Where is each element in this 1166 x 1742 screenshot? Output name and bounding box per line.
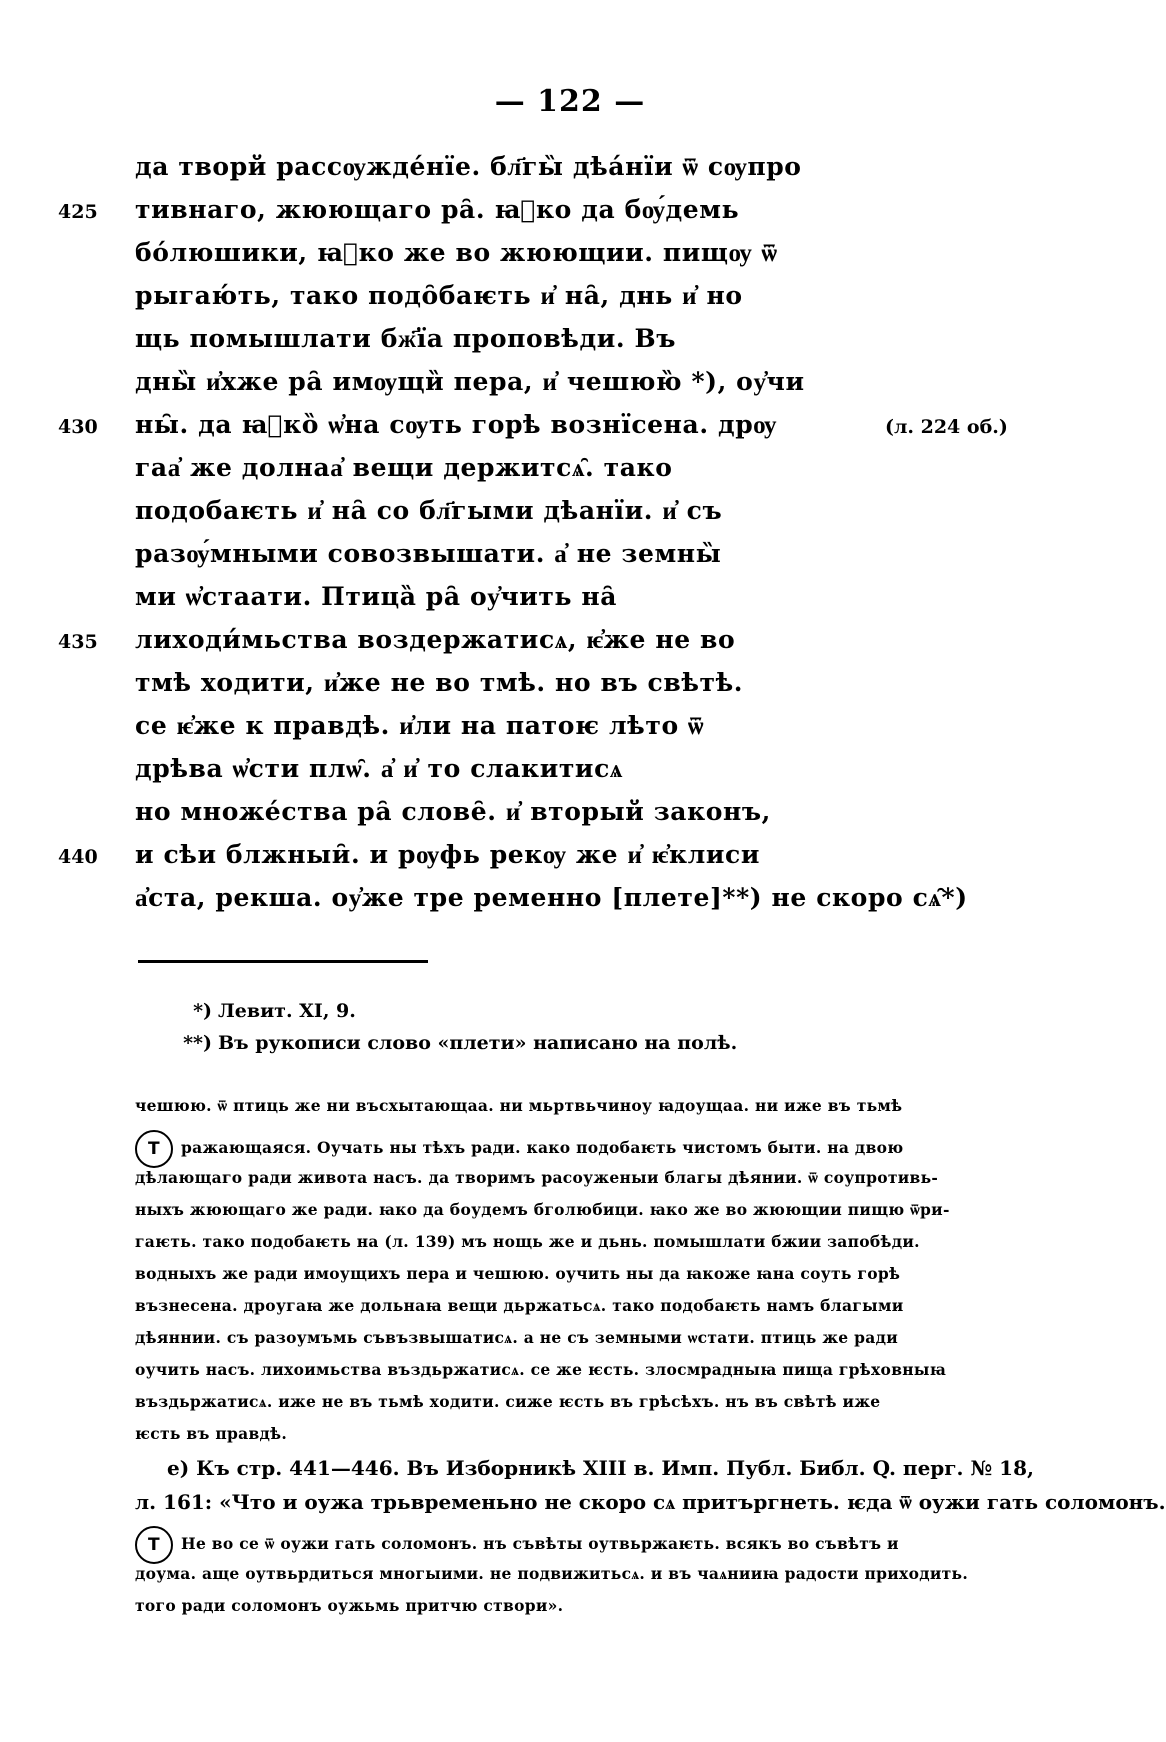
line-text: бо́люшики, ꙗ҆ко же во жюющии. пищѹ ѿ	[135, 238, 778, 267]
line-text: ны̑. да ꙗ҆ко̏ ѡ҆на сѹть горѣ вознїсена. дрѹ	[135, 410, 777, 439]
line-text: щь помышлати бж҃їа проповѣди. Въ	[135, 324, 676, 353]
line-text: но множе́ства ра̑ слове̑. и҆ вторый законъ,	[135, 797, 771, 826]
line-text: дрѣва ѡ҆сти плѡ̑. а҆ и҆ то слакитисѧ	[135, 754, 623, 783]
variant-text: въздьржатисѧ. иже не въ тьмѣ ходити. сиже ѥсть въ грѣсѣхъ. нъ въ свѣтѣ иже	[135, 1392, 881, 1411]
line-number: 430	[58, 416, 98, 438]
text-line	[0, 881, 1140, 924]
text-line	[0, 365, 1140, 408]
line-text: и сѣи блжныи̑. и рѹфь рекѹ же и҆ ѥ҆клиси	[135, 840, 760, 869]
line-text: тмѣ ходити, и҆же не во тмѣ. но въ свѣтѣ.	[135, 668, 744, 697]
variant-line	[135, 1524, 1015, 1564]
text-line	[0, 752, 1140, 795]
line-text: а҆ста, рекша. оу҆же тре ременно [плете]**) не скоро сѧ̑*)	[135, 883, 968, 912]
footnotes	[0, 1000, 1140, 1064]
footnote	[0, 1032, 1140, 1064]
variant-text: дѣлающаго ради живота насъ. да творимъ расоуженыи благы дѣянии. ѿ соупротивь-	[135, 1168, 939, 1187]
variant-text: водныхъ же ради имоущихъ пера и чешюю. оучить ны да ꙗкоже ꙗна соуть горѣ	[135, 1264, 901, 1283]
variant-text: възнесена. дроугаꙗ же дольнаꙗ вещи дьржатьсѧ. тако подобаѥть намъ благыми	[135, 1296, 904, 1315]
variant-line	[135, 1168, 1015, 1200]
line-text: гаа҆ же долнаа҆ вещи держитсѧ̑. тако	[135, 453, 673, 482]
variant-line	[135, 1564, 1015, 1596]
variant-line	[135, 1328, 1015, 1360]
text-line	[0, 666, 1140, 709]
footnote-text: Левит. XI, 9.	[218, 1000, 356, 1022]
line-number: 435	[58, 631, 98, 653]
variant-line	[135, 1296, 1015, 1328]
line-text: да творй рассѹжде́нїе. бл҃гы̏ дѣа́нїи ѿ сѹпро	[135, 152, 802, 181]
text-line	[0, 838, 1140, 881]
line-number: 425	[58, 201, 98, 223]
variant-text: чешюю. ѿ птиць же ни въсхытающаа. ни мьртвьчиноу ꙗдоущаа. ни иже въ тьмѣ	[135, 1096, 903, 1115]
text-line	[0, 408, 1140, 451]
variant-text: ныхъ жюющаго же ради. ꙗко да боудемъ бголюбици. ꙗко же во жюющии пищю ѿри-	[135, 1200, 950, 1219]
variant-line	[135, 1596, 1015, 1628]
variant-text: ражающаяся. Оучать ны тѣхъ ради. како подобаѥть чистомъ быти. на двою	[181, 1138, 904, 1157]
variant-text: оучить насъ. лихоимьства въздьржатисѧ. се же ѥсть. злосмрадныꙗ пища грѣховныꙗ	[135, 1360, 947, 1379]
line-text: ми ѡ҆стаати. Птица̏ ра̑ оу҆чить на̑	[135, 582, 618, 611]
variant-line	[135, 1200, 1015, 1232]
text-line	[0, 494, 1140, 537]
text-line	[0, 322, 1140, 365]
circled-t-mark: Т	[135, 1130, 173, 1168]
footnote-text: Въ рукописи слово «плети» написано на полѣ.	[218, 1032, 738, 1054]
variant-line	[135, 1264, 1015, 1296]
variant-line	[135, 1360, 1015, 1392]
variant-text: того ради соломонъ оужьмь притчю створи».	[135, 1596, 564, 1615]
text-line	[0, 150, 1140, 193]
text-line	[0, 451, 1140, 494]
text-line	[0, 537, 1140, 580]
line-text: разѹ́мными совозвышати. а҆ не земны̏	[135, 539, 722, 568]
footnote	[0, 1000, 1140, 1032]
line-text: се ѥ҆же к правдѣ. и҆ли на патоѥ лѣто ѿ	[135, 711, 705, 740]
variant-line	[135, 1096, 1015, 1128]
folio-reference: (л. 224 об.)	[885, 416, 1008, 438]
text-line	[0, 709, 1140, 752]
line-text: подобаѥть и҆ на̑ со бл҃гыми дѣанїи. и҆ съ	[135, 496, 723, 525]
text-line	[0, 795, 1140, 838]
variant-line	[135, 1232, 1015, 1264]
line-text: дны̏ и҆хже ра̑ имѹщи̏ пера, и҆ чешюю̏ *), оу҆чи	[135, 367, 805, 396]
page-number: — 122 —	[494, 84, 646, 119]
variant-readings	[135, 1096, 1166, 1628]
line-text: тивнаго, жюющаго ра̑. ꙗ҆ко да бѹ́демь	[135, 195, 740, 224]
variant-line	[135, 1424, 1015, 1456]
footnote-mark: **)	[183, 1032, 212, 1054]
text-line	[0, 623, 1140, 666]
text-line	[0, 236, 1140, 279]
line-text: лиходи́мьства воздержатисѧ, ѥ҆же не во	[135, 625, 736, 654]
variant-text: ѥсть въ правдѣ.	[135, 1424, 288, 1443]
line-number: 440	[58, 846, 98, 868]
line-text: рыгаю́ть, тако подо̑баѥть и҆ на̑, днь и҆ но	[135, 281, 743, 310]
main-text-block	[0, 150, 1140, 924]
footnote-mark: *)	[193, 1000, 212, 1022]
text-line	[0, 580, 1140, 623]
footnote-separator	[138, 960, 428, 963]
variant-text: Не во се ѿ оужи гать соломонъ. нъ съвѣты оутвьржаѥть. всякъ во съвѣтъ и	[181, 1534, 899, 1553]
text-line	[0, 279, 1140, 322]
text-line	[0, 193, 1140, 236]
variant-text: гаѥть. тако подобаѥть на (л. 139) мъ нощь же и дьнь. помышлати бжии запобѣди.	[135, 1232, 920, 1251]
variant-text: дѣяннии. съ разоумъмь съвъзвышатисѧ. а не съ земными ѡстати. птиць же ради	[135, 1328, 899, 1347]
circled-t-mark: Т	[135, 1526, 173, 1564]
variant-line	[135, 1128, 1015, 1168]
source-note-line: л. 161: «Что и оужа трьвременьно не скоро сѧ притъргнеть. ѥда ѿ оужи гать соломонъ.	[135, 1490, 1166, 1514]
source-note-line: е) Къ стр. 441—446. Въ Изборникѣ XIII в. Имп. Публ. Библ. Q. перг. № 18,	[167, 1456, 1034, 1480]
variant-text: доума. аще оутвьрдиться многыими. не подвижитьсѧ. и въ чаѧнииꙗ радости приходить.	[135, 1564, 969, 1583]
variant-line	[135, 1392, 1015, 1424]
